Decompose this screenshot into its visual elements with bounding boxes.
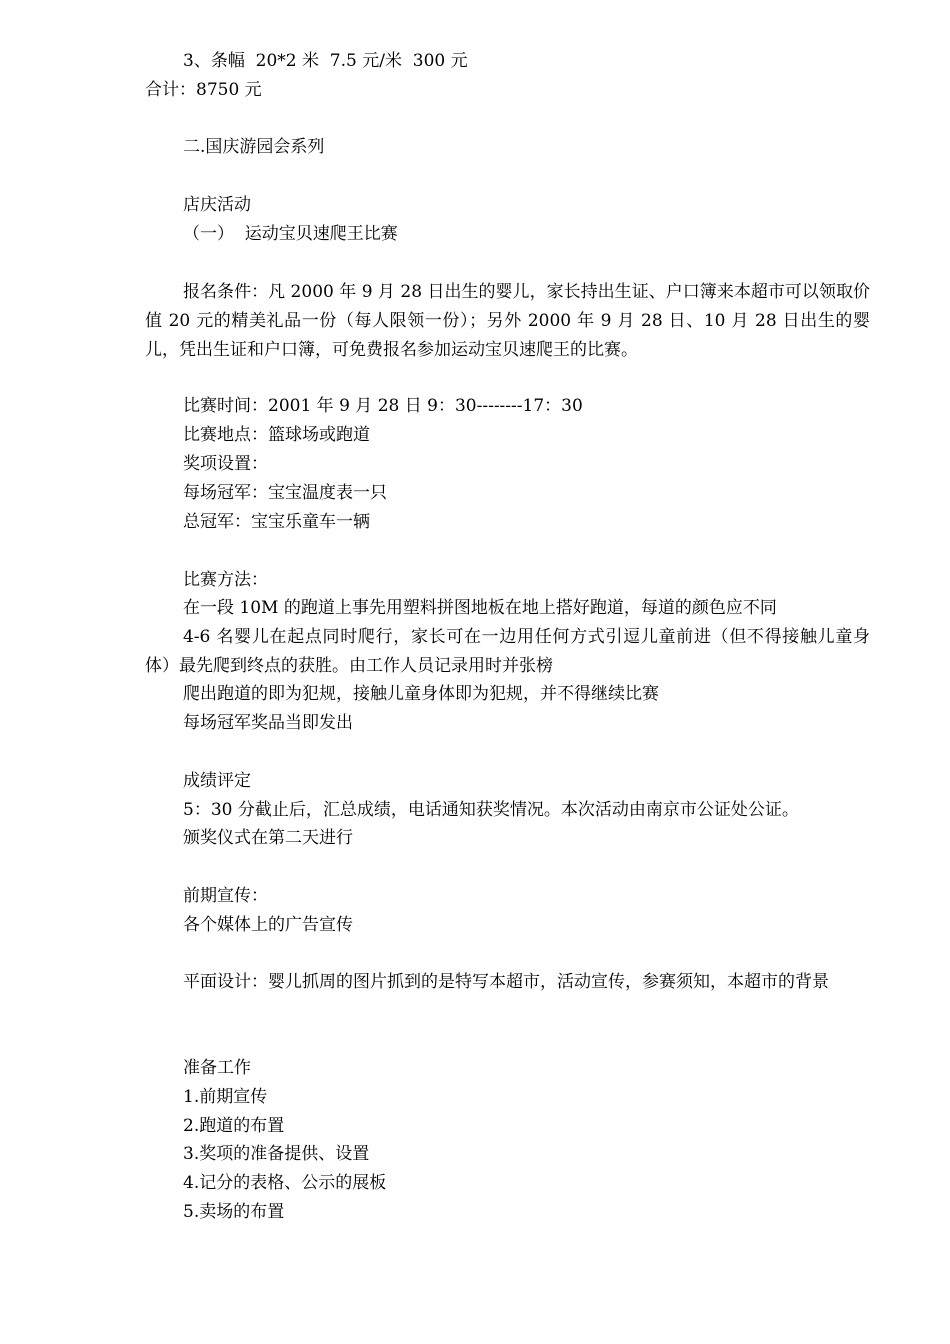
registration-paragraph: 报名条件：凡 2000 年 9 月 28 日出生的婴儿，家长持出生证、户口簿来本超市可以领取价值 20 元的精美礼品一份（每人限领一份）；另外 2000 年 9 月 28 日、10 月 28 日出生的婴儿，凭出生证和户口簿，可免费报名参加运动宝贝速爬王的比赛。 <box>145 282 870 360</box>
result-line-1: 5：30 分截止后，汇总成绩，电话通知获奖情况。本次活动由南京市公证处公证。 <box>183 800 799 820</box>
prep-item: 4.记分的表格、公示的展板 <box>183 1173 387 1193</box>
prep-item: 1.前期宣传 <box>183 1087 268 1107</box>
match-location: 比赛地点：篮球场或跑道 <box>183 425 370 445</box>
result-heading: 成绩评定 <box>183 771 251 791</box>
promo-line-1: 各个媒体上的广告宣传 <box>183 915 353 935</box>
method-line-4: 每场冠军奖品当即发出 <box>183 713 353 733</box>
awards-heading: 奖项设置： <box>183 454 268 474</box>
design-paragraph: 平面设计：婴儿抓周的图片抓到的是特写本超市，活动宣传，参赛须知，本超市的背景 <box>183 972 829 992</box>
section-title: 二.国庆游园会系列 <box>183 137 325 157</box>
award-overall: 总冠军：宝宝乐童车一辆 <box>183 512 370 532</box>
prep-item: 3.奖项的准备提供、设置 <box>183 1144 370 1164</box>
prep-item: 2.跑道的布置 <box>183 1116 285 1136</box>
promo-heading: 前期宣传： <box>183 886 268 906</box>
result-line-2: 颁奖仪式在第二天进行 <box>183 828 353 848</box>
method-heading: 比赛方法： <box>183 570 268 590</box>
prep-item: 5.卖场的布置 <box>183 1202 285 1222</box>
method-line-1: 在一段 10M 的跑道上事先用塑料拼图地板在地上搭好跑道，每道的颜色应不同 <box>183 598 777 618</box>
total-cost-line: 合计：8750 元 <box>145 80 262 100</box>
match-time: 比赛时间：2001 年 9 月 28 日 9：30--------17：30 <box>183 396 583 416</box>
method-line-3: 爬出跑道的即为犯规，接触儿童身体即为犯规，并不得继续比赛 <box>183 684 659 704</box>
event-title: （一） 运动宝贝速爬王比赛 <box>183 224 398 244</box>
activity-title: 店庆活动 <box>183 195 251 215</box>
method-line-2: 4-6 名婴儿在起点同时爬行，家长可在一边用任何方式引逗儿童前进（但不得接触儿童身体）最先爬到终点的获胜。由工作人员记录用时并张榜 <box>145 627 870 676</box>
award-each-match: 每场冠军：宝宝温度表一只 <box>183 483 387 503</box>
prep-heading: 准备工作 <box>183 1058 251 1078</box>
banner-cost-line: 3、条幅 20*2 米 7.5 元/米 300 元 <box>183 51 468 71</box>
